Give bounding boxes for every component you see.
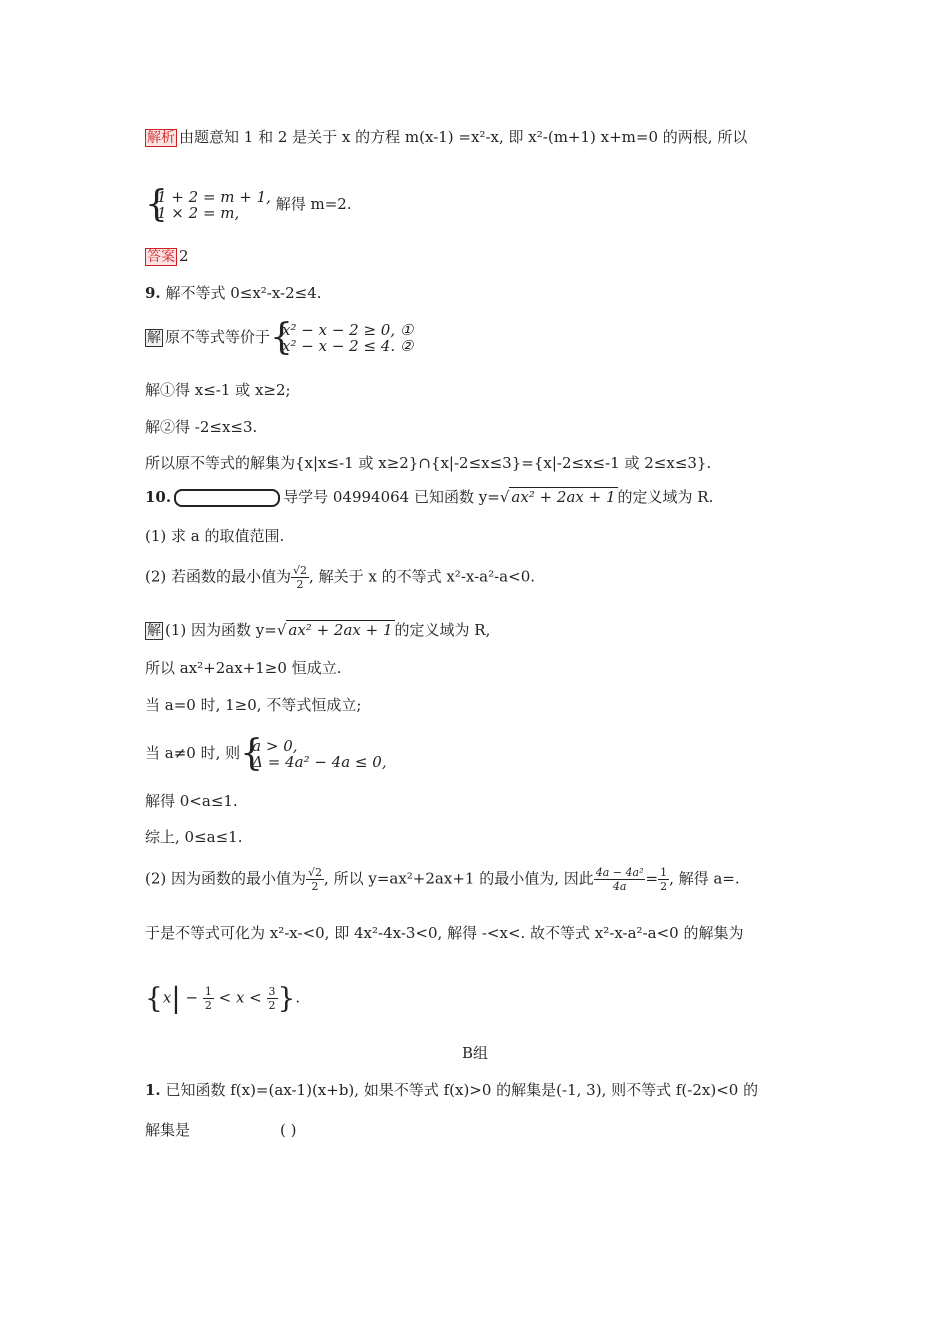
q10-solution-1: 解 (1) 因为函数 y=√ ax² + 2ax + 1 的定义域为 R,: [147, 621, 491, 639]
answer-line: [145, 246, 189, 266]
system-row: a > 0,: [252, 737, 298, 755]
q10-solution-7: (2) 因为函数的最小值为 $\frac{√2}{2}$ , 所以 y=ax²+2ax+1 的最小值为, 因此 $\frac{\text{4a − 4a²}}{4a}$ = $\frac{1}{2}$ , 解得 a=.: [145, 866, 740, 893]
question-text-end: 的定义域为 R.: [617, 488, 714, 506]
q10-solution-5: 解得 0<a≤1.: [145, 792, 238, 810]
inequality-system: { x² − x − 2 ≥ 0, ① x² − x − 2 ≤ 4. ②: [270, 317, 414, 358]
analysis-text: 由题意知 1 和 2 是关于 x 的方程 m(x-1) =x²-x, 即 x²-(m+1) x+m=0 的两根, 所以: [179, 128, 748, 146]
answer-tag: 答案: [147, 249, 175, 265]
q9-step-2: 解②得 -2≤x≤3.: [145, 418, 258, 436]
q9-solution-line: [145, 317, 414, 358]
fraction: $\frac{1}{2}$: [660, 866, 668, 893]
fraction: $\frac{√2}{2}$: [308, 866, 323, 893]
question-number: 10.: [145, 488, 172, 506]
system-row: x² − x − 2 ≤ 4. ②: [282, 337, 414, 355]
answer-value: 2: [179, 247, 189, 265]
analysis-tag: 解析: [147, 130, 175, 146]
system-row: 1 × 2 = m,: [157, 204, 240, 222]
equiv-text: 原不等式等价于: [165, 328, 271, 346]
analysis-line: [145, 127, 747, 147]
sqrt-expression: ax² + 2ax + 1: [288, 621, 393, 639]
q10-part-2: (2) 若函数的最小值为 $\frac{√2}{2}$ , 解关于 x 的不等式 x²-x-a²-a<0.: [145, 564, 535, 591]
system-line-1: [145, 184, 352, 225]
q10-solution-4: 当 a≠0 时, 则 { a > 0, Δ = 4a² − 4a ≤ 0,: [145, 733, 387, 774]
fraction: $\frac{\text{4a − 4a²}}{4a}$: [595, 866, 644, 893]
q10-solution-2: 所以 ax²+2ax+1≥0 恒成立.: [145, 659, 342, 677]
question-text: 导学号 04994064 已知函数 y=: [283, 488, 500, 506]
system-row: x² − x − 2 ≥ 0, ①: [282, 321, 414, 339]
question-10: 10. 导学号 04994064 已知函数 y=√ ax² + 2ax + 1 的定义域为 R.: [145, 488, 714, 506]
q10-part-1: (1) 求 a 的取值范围.: [145, 527, 285, 545]
solution-set: {x| − $\frac{1}{2}$ < x < $\frac{3}{2}$ }.: [145, 981, 301, 1015]
group-b-question-1: [145, 1080, 758, 1100]
equation-system: { 1 + 2 = m + 1, 1 × 2 = m,: [145, 184, 271, 225]
q10-solution-6: 综上, 0≤a≤1.: [145, 828, 243, 846]
q9-step-3: 所以原不等式的解集为{x|x≤-1 或 x≥2}∩{x|-2≤x≤3}={x|-2≤x≤-1 或 2≤x≤3}.: [145, 454, 712, 472]
fraction: $\frac{1}{2}$: [204, 985, 212, 1012]
group-b-title: B组: [461, 1044, 489, 1062]
inequality-system: { a > 0, Δ = 4a² − 4a ≤ 0,: [240, 733, 387, 774]
q10-solution-3: 当 a=0 时, 1≥0, 不等式恒成立;: [145, 696, 362, 714]
solution-tag: 解: [147, 330, 161, 346]
fraction: $\frac{√2}{2}$: [293, 564, 308, 591]
system-row: Δ = 4a² − 4a ≤ 0,: [252, 753, 387, 771]
solution-tag: 解: [147, 623, 161, 639]
question-9: [145, 283, 322, 303]
q9-step-1: 解①得 x≤-1 或 x≥2;: [145, 381, 291, 399]
q10-solution-8: 于是不等式可化为 x²-x-<0, 即 4x²-4x-3<0, 解得 -<x<. 故不等式 x²-x-a²-a<0 的解集为: [145, 924, 744, 942]
question-text: 解不等式 0≤x²-x-2≤4.: [160, 284, 322, 302]
question-text: 已知函数 f(x)=(ax-1)(x+b), 如果不等式 f(x)>0 的解集是(-1, 3), 则不等式 f(-2x)<0 的: [160, 1081, 759, 1099]
question-number: 1.: [145, 1081, 161, 1099]
solve-text: 解得 m=2.: [270, 195, 352, 213]
fraction: $\frac{3}{2}$: [268, 985, 276, 1012]
answer-blank: ( ): [280, 1121, 297, 1139]
question-number: 9.: [145, 284, 161, 302]
sqrt-expression: ax² + 2ax + 1: [511, 488, 616, 506]
system-row: 1 + 2 = m + 1,: [157, 188, 271, 206]
oval-marker-icon: [174, 489, 280, 507]
group-b-question-1-cont: 解集是 ( ): [145, 1121, 297, 1139]
